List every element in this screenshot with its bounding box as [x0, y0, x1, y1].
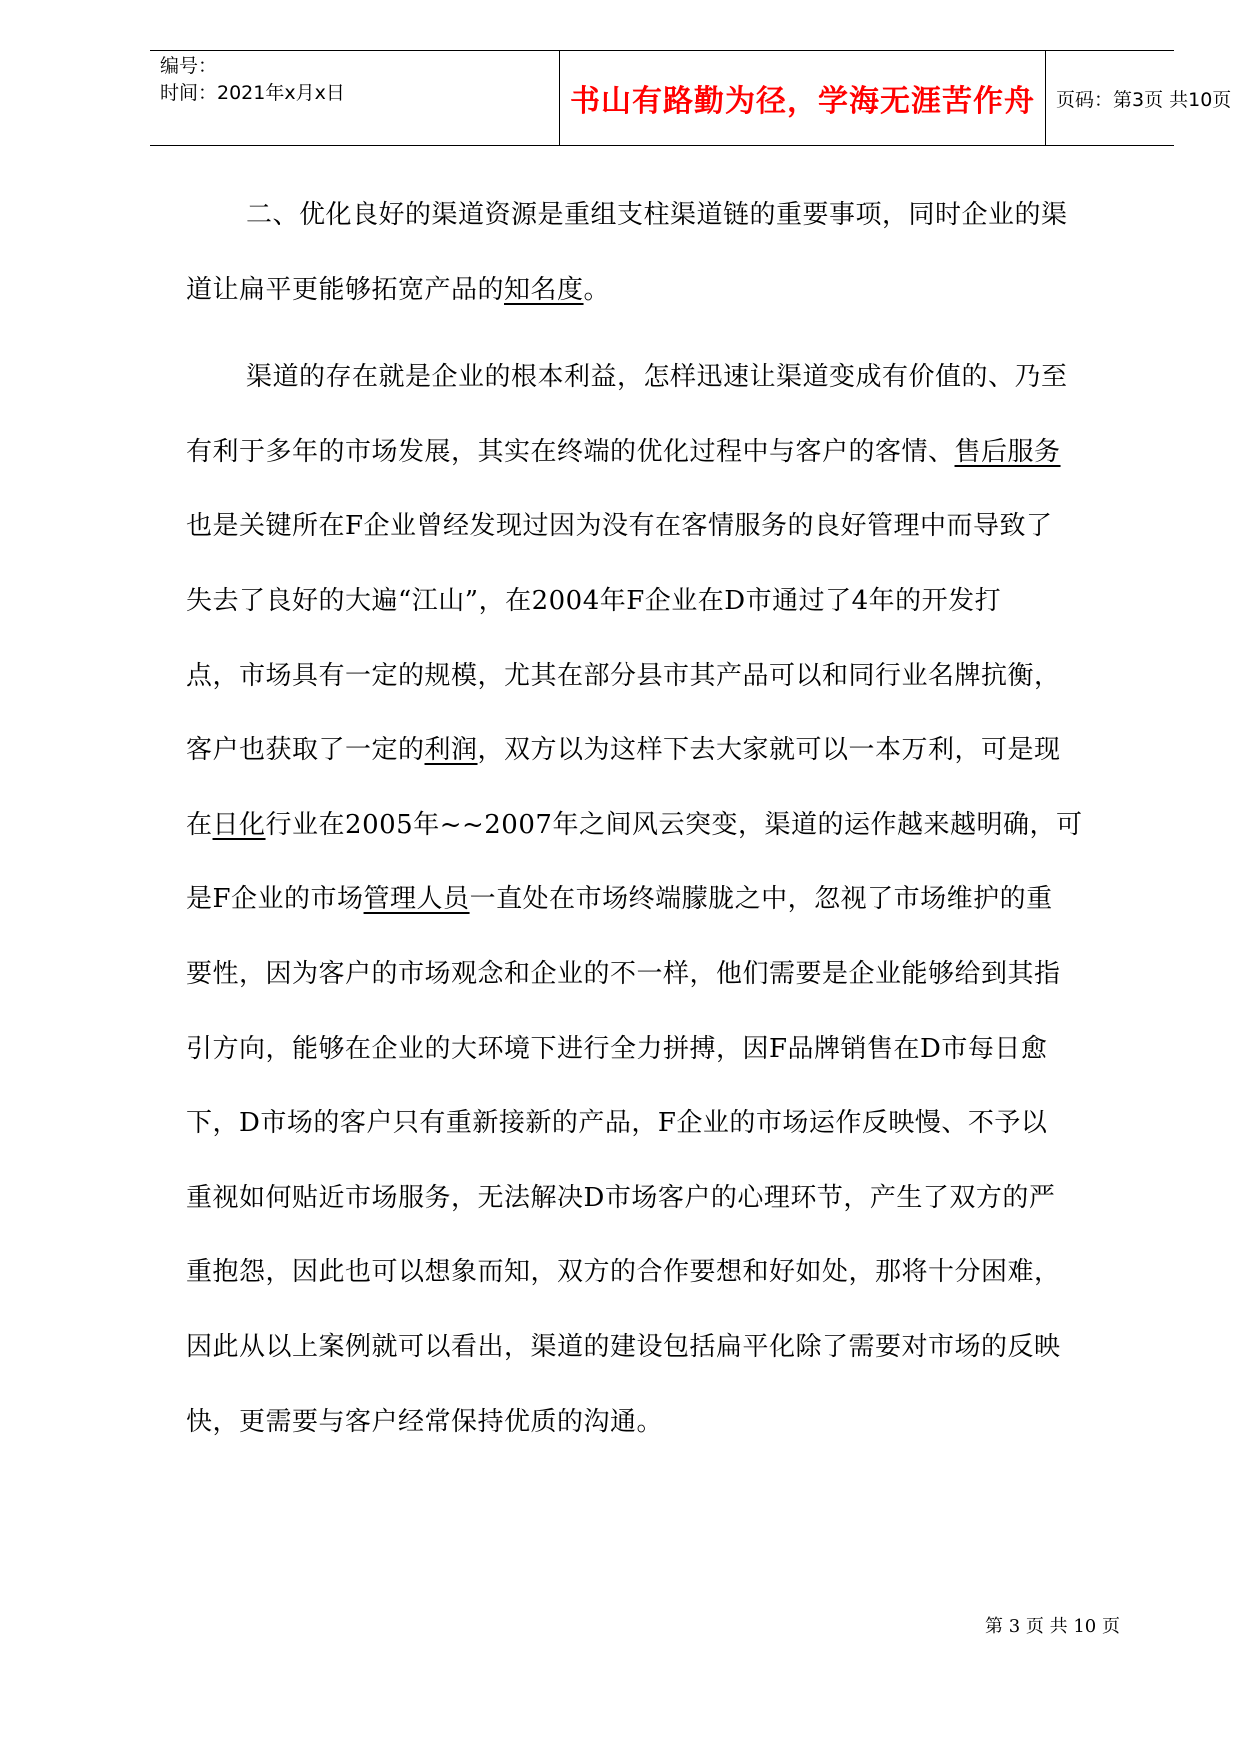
paragraph-line: 快，更需要与客户经常保持优质的沟通。 — [186, 1406, 664, 1437]
paragraph-line: 是F企业的市场管理人员一直处在市场终端朦胧之中，忽视了市场维护的重 — [186, 884, 1053, 915]
header-page-info: 页码：第3页 共10页 — [1056, 88, 1232, 111]
paragraph-line: 引方向，能够在企业的大环境下进行全力拼搏，因F品牌销售在D市每日愈 — [186, 1033, 1048, 1064]
document-number-label: 编号： — [160, 55, 218, 77]
paragraph-line: 要性，因为客户的市场观念和企业的不一样，他们需要是企业能够给到其指 — [186, 958, 1061, 989]
body-paragraph — [186, 340, 1136, 1459]
paragraph-line: 有利于多年的市场发展，其实在终端的优化过程中与客户的客情、售后服务 — [186, 436, 1061, 467]
paragraph-line: 客户也获取了一定的利润，双方以为这样下去大家就可以一本万利，可是现 — [186, 735, 1061, 766]
document-time-label: 时间：2021年x月x日 — [160, 82, 345, 104]
paragraph-line: 在日化行业在2005年~~2007年之间风云突变，渠道的运作越来越明确，可 — [186, 809, 1083, 840]
underlined-term: 管理人员 — [363, 884, 470, 915]
paragraph-line: 二、优化良好的渠道资源是重组支柱渠道链的重要事项，同时企业的渠 — [246, 200, 1068, 230]
paragraph-line: 失去了良好的大遍“江山”，在2004年F企业在D市通过了4年的开发打 — [186, 585, 1002, 616]
underlined-term: 日化 — [212, 809, 266, 840]
header-motto: 书山有路勤为径，学海无涯苦作舟 — [570, 84, 1035, 119]
paragraph-line: 也是关键所在F企业曾经发现过因为没有在客情服务的良好管理中而导致了 — [186, 511, 1053, 542]
underlined-term: 利润 — [424, 735, 478, 766]
paragraph-line: 重视如何贴近市场服务，无法解决D市场客户的心理环节，产生了双方的严 — [186, 1182, 1056, 1213]
page-header — [150, 50, 1232, 146]
paragraph-line: 下，D市场的客户只有重新接新的产品，F企业的市场运作反映慢、不予以 — [186, 1108, 1048, 1139]
underlined-term: 售后服务 — [954, 436, 1061, 467]
body-paragraph — [186, 178, 1136, 327]
document-body — [186, 178, 1136, 1459]
paragraph-line: 重抱怨，因此也可以想象而知，双方的合作要想和好如处，那将十分困难， — [186, 1257, 1061, 1288]
paragraph-line: 点，市场具有一定的规模，尤其在部分县市其产品可以和同行业名牌抗衡， — [186, 660, 1061, 691]
paragraph-line: 渠道的存在就是企业的根本利益，怎样迅速让渠道变成有价值的、乃至 — [246, 362, 1068, 393]
paragraph-line: 道让扁平更能够拓宽产品的知名度。 — [186, 274, 611, 305]
header-motto-cell — [559, 51, 1046, 145]
paragraph-line: 因此从以上案例就可以看出，渠道的建设包括扁平化除了需要对市场的反映 — [186, 1331, 1061, 1362]
underlined-term: 知名度 — [504, 274, 584, 305]
header-meta — [160, 51, 560, 145]
page-footer-number: 第 3 页 共 10 页 — [985, 1616, 1120, 1637]
